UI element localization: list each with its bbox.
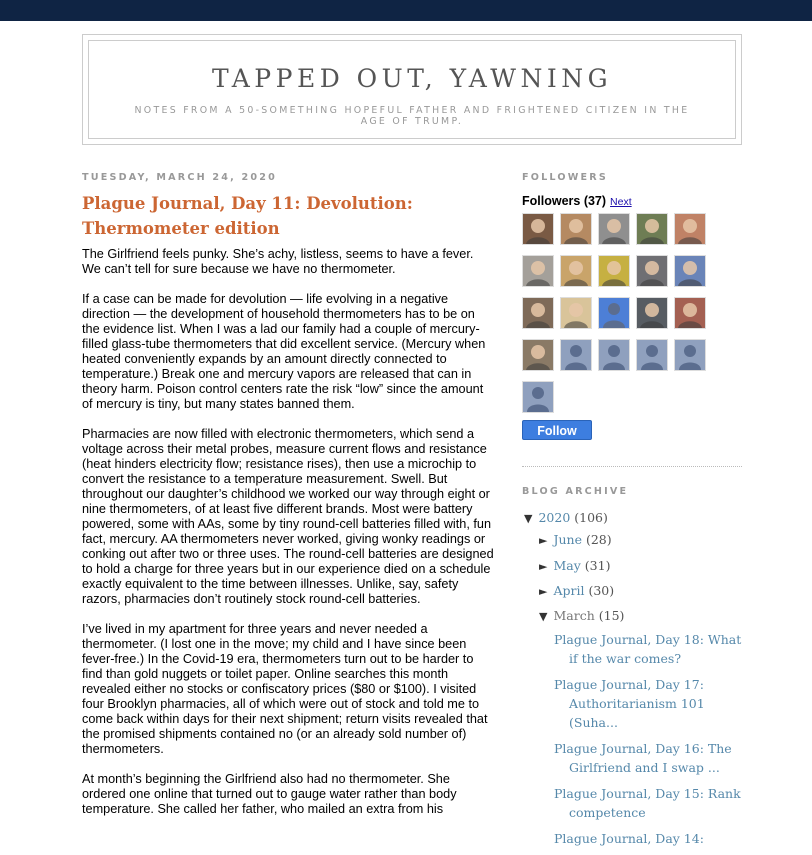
followers-count-row <box>522 194 742 208</box>
archive-year-link[interactable]: 2020 <box>538 510 571 525</box>
top-navbar <box>0 0 812 21</box>
followers-heading: FOLLOWERS <box>522 172 608 183</box>
archive-heading: BLOG ARCHIVE <box>522 486 629 497</box>
sidebar-divider <box>522 466 742 467</box>
followers-next-link[interactable]: Next <box>610 196 632 208</box>
archive-month-count: (31) <box>584 558 611 573</box>
blog-header-inner <box>88 40 736 139</box>
archive-post-link[interactable]: Plague Journal, Day 15: Rank competence <box>554 786 741 820</box>
archive-year-2020 <box>524 510 608 525</box>
follower-avatar[interactable] <box>598 255 630 287</box>
default-avatar-icon[interactable] <box>598 339 630 371</box>
archive-month-link[interactable]: May <box>553 558 581 573</box>
follow-button[interactable]: Follow <box>522 420 592 440</box>
archive-month-link[interactable]: June <box>553 532 582 547</box>
collapsed-toggle-icon[interactable]: ► <box>539 585 548 598</box>
blog-title[interactable]: TAPPED OUT, YAWNING <box>211 64 613 93</box>
follower-avatar[interactable] <box>636 213 668 245</box>
follower-avatar[interactable] <box>636 297 668 329</box>
archive-post-link[interactable]: Plague Journal, Day 14: <box>554 831 704 846</box>
archive-month-march <box>539 608 624 623</box>
archive-month-april <box>539 583 614 598</box>
post-title[interactable]: Plague Journal, Day 11: Devolution: Thermometer edition <box>82 194 413 238</box>
main-column <box>82 172 494 832</box>
default-avatar-icon[interactable] <box>522 381 554 413</box>
follower-avatar[interactable] <box>674 213 706 245</box>
post-body <box>82 247 494 817</box>
follower-avatar[interactable] <box>560 297 592 329</box>
blog-description: NOTES FROM A 50-SOMETHING HOPEFUL FATHER AND FRIGHTENED CITIZEN IN THE AGE OF TRUMP. <box>134 105 690 127</box>
archive-month-june <box>539 532 612 547</box>
followers-count: Followers (37) <box>522 194 607 208</box>
archive-month-count: (28) <box>585 532 612 547</box>
post-date: TUESDAY, MARCH 24, 2020 <box>82 172 278 183</box>
default-avatar-icon[interactable] <box>636 339 668 371</box>
follower-avatar[interactable] <box>598 213 630 245</box>
post-paragraph: At month’s beginning the Girlfriend also had no thermometer. She ordered one online that turned out to gauge water rather than body temperature. She called her father, who mailed an extra from his <box>82 772 457 816</box>
post-paragraph: If a case can be made for devolution — life evolving in a negative direction — the development of household thermometers has to be on the evidence list. When I was a lad our family had a couple of mercury-filled glass-tube thermometers that did excellent service. (Mercury when heated conveniently expands by an amount directly connected to temperature.) Break one and mercury vapors are released that can in theory harm. Poison control centers rate the risk “low” since the amount of mercury is tiny, but many states banned them. <box>82 292 486 411</box>
archive-month-link[interactable]: April <box>553 583 585 598</box>
archive-month-current[interactable]: March <box>553 608 595 623</box>
follower-avatar[interactable] <box>522 297 554 329</box>
expanded-toggle-icon[interactable]: ▼ <box>524 512 533 525</box>
default-avatar-icon[interactable] <box>560 339 592 371</box>
follower-avatar[interactable] <box>522 255 554 287</box>
post-paragraph: I’ve lived in my apartment for three years and never needed a thermometer. (I lost one in the move; my child and I have since been fever-free.) In the Covid-19 era, thermometers turn out to be harder to find than gold nuggets or toilet paper. Online searches this month revealed either no stocks or confiscatory prices ($80 or $100). I visited four Brooklyn pharmacies, all of which were out of stock and told me to come back within days for their next shipment; return visits revealed that the promised shipments contained no (or an already sold number of) thermometers. <box>82 622 488 756</box>
archive-year-count: (106) <box>574 510 608 525</box>
follower-avatar[interactable] <box>674 255 706 287</box>
follower-avatar[interactable] <box>560 255 592 287</box>
follower-avatar-grid <box>522 213 742 423</box>
sidebar <box>522 172 742 846</box>
follower-avatar[interactable] <box>522 213 554 245</box>
archive-month-count: (30) <box>588 583 615 598</box>
archive-post-link[interactable]: Plague Journal, Day 16: The Girlfriend and I swap ... <box>554 741 732 775</box>
collapsed-toggle-icon[interactable]: ► <box>539 560 548 573</box>
follower-avatar[interactable] <box>560 213 592 245</box>
archive-post-link[interactable]: Plague Journal, Day 18: What if the war comes? <box>554 632 742 666</box>
default-avatar-icon[interactable] <box>598 297 630 329</box>
collapsed-toggle-icon[interactable]: ► <box>539 534 548 547</box>
archive-month-count: (15) <box>598 608 625 623</box>
archive-post-link[interactable]: Plague Journal, Day 17: Authoritarianism 101 (Suha... <box>554 677 705 730</box>
post-paragraph: The Girlfriend feels punky. She’s achy, listless, seems to have a fever. We can’t tell for sure because we have no thermometer. <box>82 247 474 276</box>
follower-avatar[interactable] <box>674 297 706 329</box>
follower-avatar[interactable] <box>522 339 554 371</box>
follower-avatar[interactable] <box>636 255 668 287</box>
archive-month-may <box>539 558 610 573</box>
post-paragraph: Pharmacies are now filled with electronic thermometers, which send a voltage across their metal probes, measure current flows and resistance (heat hinders electricity flow; resistance rises), then use a microchip to convert the resistance to a temperature measurement. Swell. But throughout our daughter’s childhood we worked our way through eight or nine thermometers, of at least five different brands. Most were battery powered, some with AAs, some by tiny round-cell batteries filled with, fun fact, mercury. AA thermometers never worked, giving wonky readings or conking out after two or three uses. The round-cell batteries are designed to hold a charge for three years but in our experience died on a schedule exactly equivalent to the time between illnesses. Unlike, say, safety razors, pharmacies don’t routinely stock round-cell batteries. <box>82 427 494 606</box>
default-avatar-icon[interactable] <box>674 339 706 371</box>
expanded-toggle-icon[interactable]: ▼ <box>539 610 548 623</box>
archive-post-list <box>554 630 744 855</box>
blog-header <box>82 34 742 145</box>
